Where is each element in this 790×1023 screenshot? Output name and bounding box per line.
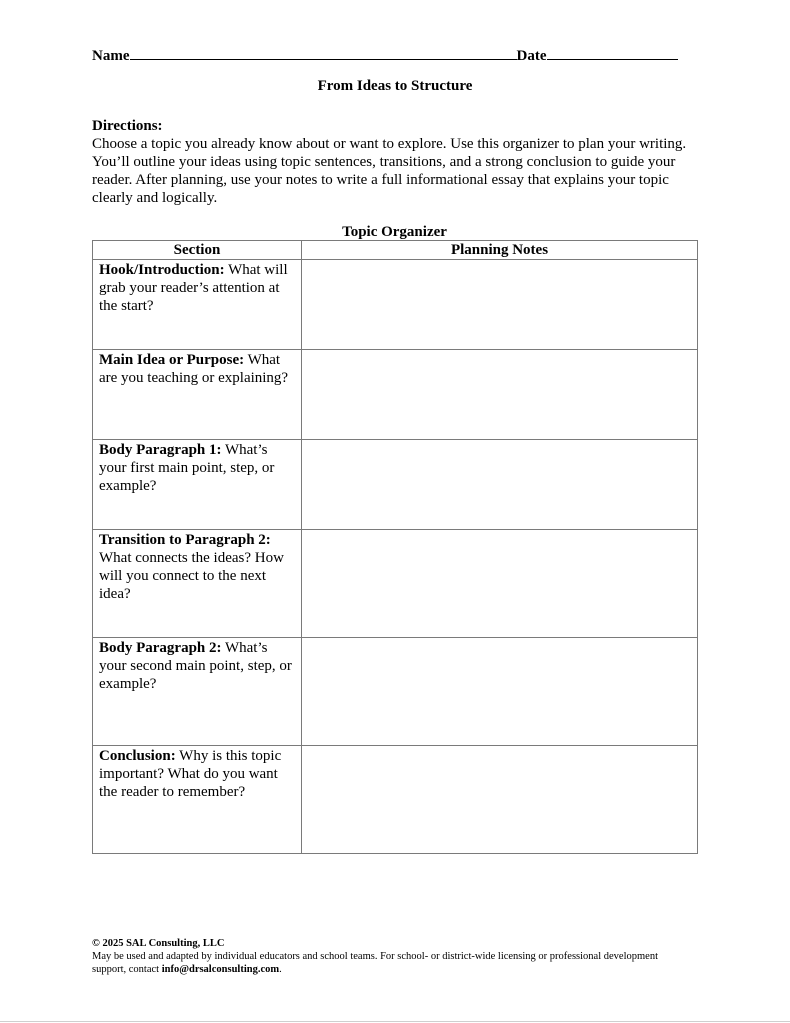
section-label: Body Paragraph 1: bbox=[99, 442, 222, 458]
directions-text: Choose a topic you already know about or want to explore. Use this organizer to plan your writing. You’ll outline your ideas using topic sentences, transitions, and a strong conclusion to guide your reader. After planning, use your notes to write a full informational essay that explains your topic clearly and logically. bbox=[92, 136, 687, 206]
directions-block bbox=[92, 117, 702, 207]
planning-notes-cell[interactable] bbox=[302, 530, 698, 638]
footer bbox=[92, 937, 692, 976]
planning-notes-cell[interactable] bbox=[302, 638, 698, 746]
section-prompt: What connects the ideas? How will you connect to the next idea? bbox=[99, 550, 284, 602]
planning-notes-cell[interactable] bbox=[302, 260, 698, 350]
page-title: From Ideas to Structure bbox=[317, 78, 473, 94]
section-cell bbox=[93, 638, 302, 746]
table-row bbox=[93, 260, 698, 350]
table-caption: Topic Organizer bbox=[342, 224, 447, 240]
planning-notes-cell[interactable] bbox=[302, 440, 698, 530]
section-prompt: Why is this topic important? What do you want the reader to remember? bbox=[99, 748, 282, 800]
section-label: Body Paragraph 2: bbox=[99, 640, 222, 656]
section-label: Transition to Paragraph 2: bbox=[99, 532, 271, 548]
table-row bbox=[93, 350, 698, 440]
section-label: Main Idea or Purpose: bbox=[99, 352, 245, 368]
header-planning-notes: Planning Notes bbox=[302, 241, 698, 260]
license-text: May be used and adapted by individual educators and school teams. For school- or district-wide licensing or professional development support, contact bbox=[92, 951, 658, 975]
copyright-notice: © 2025 SAL Consulting, LLC bbox=[92, 938, 225, 949]
contact-email: info@drsalconsulting.com bbox=[161, 964, 280, 975]
page-bottom-divider bbox=[0, 1021, 790, 1022]
name-label: Name bbox=[92, 48, 130, 64]
directions-label: Directions: bbox=[92, 118, 163, 134]
name-date-line bbox=[92, 46, 678, 65]
section-prompt: What are you teaching or explaining? bbox=[99, 352, 289, 386]
table-row bbox=[93, 638, 698, 746]
section-prompt: What’s your first main point, step, or example? bbox=[99, 442, 275, 494]
date-field[interactable] bbox=[547, 46, 678, 60]
planning-notes-cell[interactable] bbox=[302, 350, 698, 440]
section-cell bbox=[93, 530, 302, 638]
section-label: Conclusion: bbox=[99, 748, 176, 764]
section-cell bbox=[93, 350, 302, 440]
table-header-row bbox=[93, 241, 698, 260]
section-cell bbox=[93, 260, 302, 350]
table-row bbox=[93, 746, 698, 854]
topic-organizer-table bbox=[92, 240, 698, 854]
planning-notes-cell[interactable] bbox=[302, 746, 698, 854]
section-prompt: What’s your second main point, step, or example? bbox=[99, 640, 292, 692]
name-field[interactable] bbox=[130, 46, 517, 60]
license-text-end: . bbox=[279, 964, 282, 975]
header-section: Section bbox=[93, 241, 302, 260]
section-prompt: What will grab your reader’s attention at the start? bbox=[99, 262, 288, 314]
section-label: Hook/Introduction: bbox=[99, 262, 225, 278]
table-row bbox=[93, 530, 698, 638]
section-cell bbox=[93, 440, 302, 530]
section-cell bbox=[93, 746, 302, 854]
date-label: Date bbox=[516, 48, 547, 64]
table-row bbox=[93, 440, 698, 530]
